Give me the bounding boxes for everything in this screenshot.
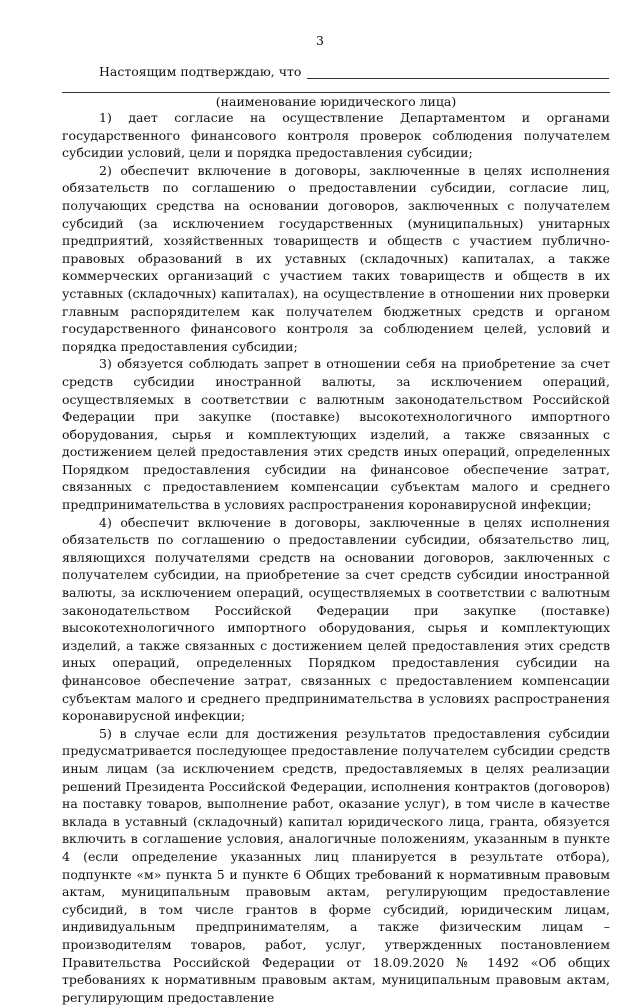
paragraph-2: 2) обеспечит включение в договоры, заключенные в целях исполнения обязательств по соглашению о предоставлении субсидии, согласие лиц, получающих средства на основании договоров, заключенных с получателем субсидий (за исключением государственных (муниципальных) унитарных предприятий, хозяйственных товариществ и обществ с участием публично-правовых образований в их уставных (складочных) капиталах, а также коммерческих организаций с участием таких товариществ и обществ в их уставных (складочных) капиталах), на осуществление в отношении них проверки главным распорядителем как получателем бюджетных средств и органом государственного финансового контроля за соблюдением целей, условий и порядка предоставления субсидии; (62, 162, 610, 354)
field-caption: (наименование юридического лица) (215, 94, 457, 109)
paragraph-4: 4) обеспечит включение в договоры, заключенные в целях исполнения обязательств по соглашению о предоставлении субсидии, обязательство лиц, являющихся получателями средств на основании договоров, заключенных с получателем субсидии, на приобретение за счет средств субсидии иностранной валюты, за исключением операций, осуществляемых в соответствии с валютным законодательством Российской Федерации при закупке (поставке) высокотехнологичного импортного оборудования, сырья и комплектующих изделий, а также связанных с достижением целей предоставления этих средств иных операций, определенных Порядком предоставления субсидии на финансовое обеспечение затрат, связанных с предоставлением компенсации субъектам малого и среднего предпринимательства в условиях распространения коронавирусной инфекции; (62, 514, 610, 724)
paragraph-3: 3) обязуется соблюдать запрет в отношении себя на приобретение за счет средств субсидии иностранной валюты, за исключением операций, осуществляемых в соответствии с валютным законодательством Российской Федерации при закупке (поставке) высокотехнологичного импортного оборудования, сырья и комплектующих изделий, а также связанных с достижением целей предоставления этих средств иных операций, определенных Порядком предоставления субсидии на финансовое обеспечение затрат, связанных с предоставлением компенсации субъектам малого и среднего предпринимательства в условиях распространения коронавирусной инфекции; (62, 356, 610, 513)
paragraph-5: 5) в случае если для достижения результатов предоставления субсидии предусматривается последующее предоставление получателем субсидии средств иным лицам (за исключением средств, предоставляемых в целях реализации решений Президента Российской Федерации, исполнения контрактов (договоров) на поставку товаров, выполнение работ, оказание услуг), в том числе в качестве вклада в уставный (складочный) капитал юридического лица, гранта, обязуется включить в соглашение условия, аналогичные положениям, указанным в пункте 4 (если определение указанных лиц планируется в результате отбора), подпункте «м» пункта 5 и пункте 6 Общих требований к нормативным правовым актам, муниципальным правовым актам, регулирующим предоставление субсидий, в том числе грантов в форме субсидий, юридическим лицам, индивидуальным предпринимателям, а также физическим лицам – производителям товаров, работ, услуг, утвержденных постановлением Правительства Российской Федерации от 18.09.2020 № 1492 «Об общих требованиях к нормативным правовым актам, муниципальным правовым актам, регулирующим предоставление (62, 725, 610, 1005)
underline-rule (62, 92, 610, 93)
document-body (62, 109, 610, 1006)
confirmation-line (99, 64, 609, 79)
confirmation-label: Настоящим подтверждаю, что (99, 64, 302, 79)
paragraph-1: 1) дает согласие на осуществление Департаментом и органами государственного финансового контроля проверок соблюдения получателем субсидии условий, цели и порядка предоставления субсидии; (62, 110, 610, 161)
page-number: 3 (316, 33, 324, 48)
legal-entity-name-field[interactable] (307, 66, 609, 79)
